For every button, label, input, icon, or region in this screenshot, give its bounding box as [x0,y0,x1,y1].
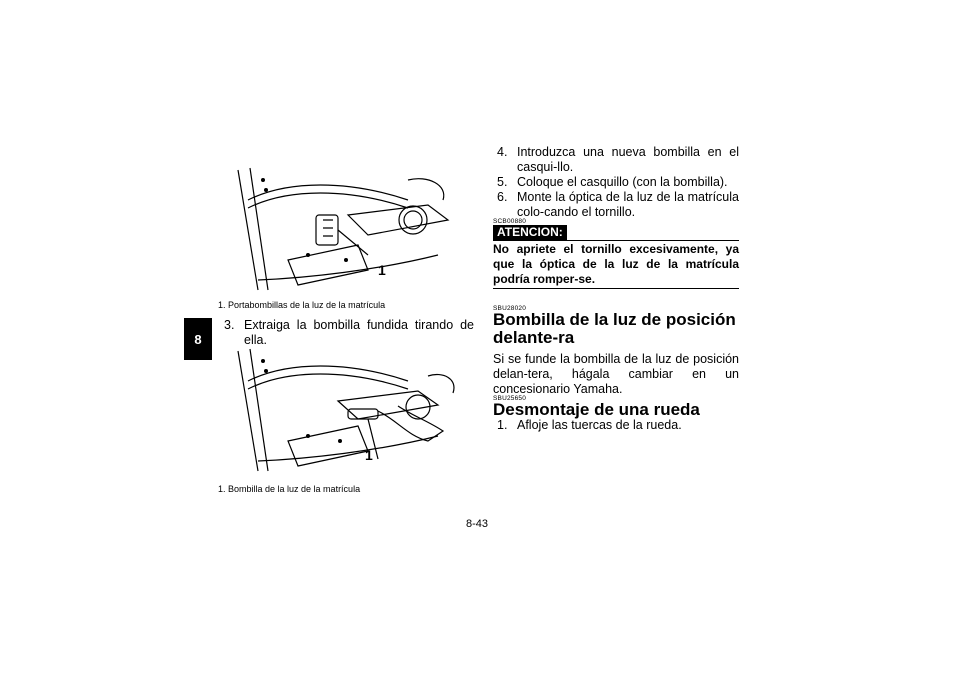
figure2-caption: 1. Bombilla de la luz de la matrícula [218,484,361,494]
step-5 [497,175,739,190]
step-6 [497,190,739,220]
position-light-code: SBU28020 [493,305,527,312]
step-4 [497,145,739,175]
wheel-removal-heading: Desmontaje de una rueda [493,400,700,419]
figure1-caption: 1. Portabombillas de la luz de la matrícula [218,300,386,310]
step-text: Monte la óptica de la luz de la matrícula colo-cando el tornillo. [517,190,739,219]
position-light-text: Si se funde la bombilla de la luz de posición delan-tera, hágala cambiar en un concesionario Yamaha. [493,352,739,396]
license-light-socket-illustration [228,160,466,296]
wheel-removal-code: SBU25650 [493,395,527,402]
wheel-step-1 [497,418,739,433]
atencion-label: ATENCION: [493,225,567,240]
step-number: 6. [497,190,508,204]
atencion-bottom-rule [493,288,739,289]
step-number: 3. [224,318,235,332]
step-text: Introduzca una nueva bombilla en el casqui-llo. [517,145,739,174]
atencion-bar [493,225,739,241]
step-text: Coloque el casquillo (con la bombilla). [517,175,728,189]
page-number: 8-43 [466,518,489,530]
license-light-bulb-illustration [228,341,466,477]
step-number: 5. [497,175,508,189]
figure2-callout: 1 [365,447,373,463]
figure1-callout: 1 [378,262,386,278]
step-text: Extraiga la bombilla fundida tirando de ella. [244,318,474,347]
step-number: 1. [497,418,508,432]
atencion-text: No apriete el tornillo excesivamente, ya que la óptica de la luz de la matrícula podría romper-se. [493,242,739,286]
position-light-heading: Bombilla de la luz de posición delante-ra [493,310,736,347]
atencion-code: SCB00880 [493,218,527,225]
step-number: 4. [497,145,508,159]
step-text: Afloje las tuercas de la rueda. [517,418,682,432]
chapter-tab: 8 [184,318,212,360]
